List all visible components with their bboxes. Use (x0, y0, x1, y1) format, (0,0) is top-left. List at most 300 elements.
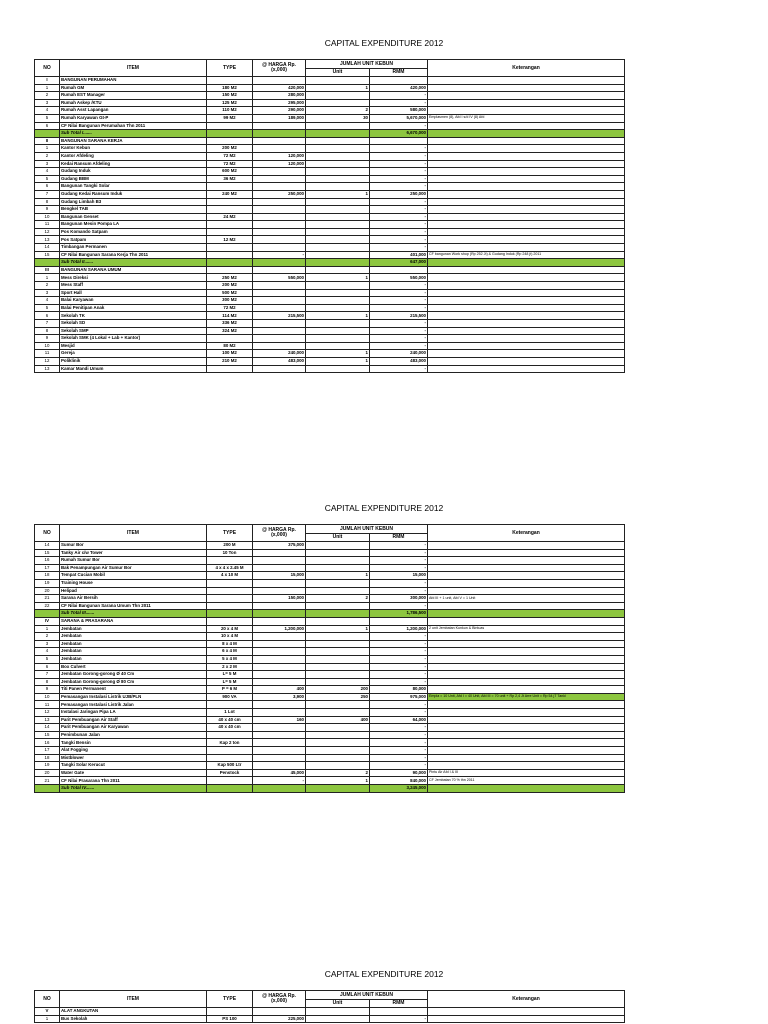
cell-ket (428, 633, 625, 641)
cell-rmm: 6,670,000 (370, 130, 428, 138)
table-row (35, 633, 625, 641)
table-row (35, 206, 625, 214)
cell-harga (253, 549, 306, 557)
cell-unit (306, 542, 370, 550)
cell-unit (306, 320, 370, 328)
cell-item: Rumah Karyawan Gt-P (60, 114, 207, 122)
cell-rmm: 647,000 (370, 259, 428, 267)
header-unit: Unit (306, 69, 370, 77)
cell-ket (428, 289, 625, 297)
cell-no: 13 (35, 716, 60, 724)
cell-item: Balai Penitipan Anak (60, 304, 207, 312)
cell-no: 4 (35, 648, 60, 656)
table-row (35, 84, 625, 92)
cell-item: SARANA & PRASARANA (60, 617, 207, 625)
subtotal-row (35, 259, 625, 267)
cell-unit: 1 (306, 312, 370, 320)
cell-item: CF Nilai Bangunan Sarana Kerja Thn 2011 (60, 251, 207, 259)
cell-ket (428, 190, 625, 198)
table-row (35, 152, 625, 160)
cell-item: Pemasangan Instalasi Listrik UJB/PLN (60, 693, 207, 701)
cell-type (207, 183, 253, 191)
cell-type (207, 557, 253, 565)
cell-item: Rumah Askep /KTU (60, 99, 207, 107)
cell-no (35, 610, 60, 618)
cell-no: 1 (35, 1015, 60, 1023)
cell-ket (428, 754, 625, 762)
header-jumlah: JUMLAH UNIT KEBUN (306, 525, 428, 534)
cell-unit (306, 610, 370, 618)
table-row (35, 769, 625, 777)
cell-unit (306, 549, 370, 557)
cell-unit (306, 335, 370, 343)
cell-ket (428, 160, 625, 168)
cell-unit (306, 739, 370, 747)
cell-ket (428, 175, 625, 183)
cell-rmm: - (370, 327, 428, 335)
cell-ket (428, 152, 625, 160)
cell-item: Jembatan (60, 640, 207, 648)
cell-unit (306, 130, 370, 138)
cell-type: 72 M2 (207, 304, 253, 312)
cell-harga: 160 (253, 716, 306, 724)
cell-item: Helipad (60, 587, 207, 595)
cell-ket (428, 312, 625, 320)
cell-type: 6 x 4 M (207, 648, 253, 656)
cell-rmm: - (370, 289, 428, 297)
page-title-3: CAPITAL EXPENDITURE 2012 (324, 969, 444, 979)
cell-type (207, 602, 253, 610)
cell-rmm: - (370, 747, 428, 755)
cell-ket (428, 747, 625, 755)
cell-unit (306, 221, 370, 229)
table-row (35, 557, 625, 565)
cell-unit: 200 (306, 686, 370, 694)
cell-type: 40 x 40 cm (207, 716, 253, 724)
header-no: NO (35, 525, 60, 542)
cell-harga: 550,000 (253, 274, 306, 282)
cell-harga (253, 633, 306, 641)
table-row (35, 297, 625, 305)
header-jumlah: JUMLAH UNIT KEBUN (306, 991, 428, 1000)
cell-type (207, 785, 253, 793)
cell-rmm: - (370, 213, 428, 221)
cell-no: 5 (35, 304, 60, 312)
cell-ket (428, 785, 625, 793)
cell-harga: 15,000 (253, 572, 306, 580)
cell-ket (428, 183, 625, 191)
cell-unit: 30 (306, 114, 370, 122)
cell-item: Rumah Sumur Bor (60, 557, 207, 565)
cell-harga (253, 617, 306, 625)
cell-ket (428, 716, 625, 724)
cell-harga: 189,000 (253, 114, 306, 122)
cell-unit (306, 640, 370, 648)
cell-rmm: - (370, 206, 428, 214)
cell-no: 8 (35, 198, 60, 206)
cell-no: 13 (35, 236, 60, 244)
table-row (35, 602, 625, 610)
cell-item: Gudang BBM (60, 175, 207, 183)
cell-type: 180 M2 (207, 84, 253, 92)
header-item: ITEM (60, 991, 207, 1008)
header-rmm: RMM (370, 69, 428, 77)
cell-item: CF Nilai Bangunan Sarana Umum Thn 2011 (60, 602, 207, 610)
cell-no: 15 (35, 549, 60, 557)
cell-rmm: - (370, 739, 428, 747)
section-header-row (35, 137, 625, 145)
cell-no: 10 (35, 213, 60, 221)
table-row (35, 648, 625, 656)
cell-type (207, 137, 253, 145)
cell-rmm: - (370, 557, 428, 565)
cell-no: 11 (35, 701, 60, 709)
header-harga-unit: (x,000) (271, 532, 287, 538)
cell-rmm: - (370, 122, 428, 130)
table-row (35, 327, 625, 335)
cell-no: 5 (35, 655, 60, 663)
cell-rmm: 1,786,500 (370, 610, 428, 618)
cell-harga (253, 610, 306, 618)
cell-type: 40 x 40 cm (207, 724, 253, 732)
cell-type (207, 130, 253, 138)
cell-type: 114 M2 (207, 312, 253, 320)
cell-no: 12 (35, 357, 60, 365)
table-row (35, 640, 625, 648)
cell-type: P = 6 M (207, 686, 253, 694)
cell-unit (306, 297, 370, 305)
cell-harga (253, 564, 306, 572)
cell-ket (428, 99, 625, 107)
cell-ket: CF bangunan Work shop (Rp 252 Jt) & Gudang Induk (Rp 248 jt) 2011 (428, 251, 625, 259)
table-row (35, 542, 625, 550)
table-row (35, 549, 625, 557)
cell-type: 72 M2 (207, 160, 253, 168)
cell-rmm: - (370, 99, 428, 107)
cell-type (207, 77, 253, 85)
cell-harga (253, 602, 306, 610)
cell-rmm: - (370, 297, 428, 305)
cell-no: 1 (35, 625, 60, 633)
cell-type (207, 198, 253, 206)
cell-unit (306, 564, 370, 572)
table-row (35, 190, 625, 198)
cell-rmm: - (370, 320, 428, 328)
cell-unit (306, 587, 370, 595)
header-harga-label: @ HARGA Rp. (262, 527, 296, 533)
cell-type: 24 M2 (207, 213, 253, 221)
cell-rmm: 401,000 (370, 251, 428, 259)
cell-item: Poliklinik (60, 357, 207, 365)
table-row (35, 198, 625, 206)
cell-rmm (370, 77, 428, 85)
cell-harga (253, 198, 306, 206)
cell-ket (428, 365, 625, 373)
cell-type: 10 x 4 M (207, 633, 253, 641)
header-jumlah: JUMLAH UNIT KEBUN (306, 60, 428, 69)
cell-no: 14 (35, 542, 60, 550)
cell-no: 8 (35, 678, 60, 686)
cell-ket (428, 206, 625, 214)
cell-harga (253, 282, 306, 290)
cell-rmm: - (370, 754, 428, 762)
cell-unit (306, 678, 370, 686)
cell-no: 2 (35, 92, 60, 100)
cell-rmm: - (370, 244, 428, 252)
cell-harga: 120,000 (253, 160, 306, 168)
cell-type: Kap 2 ton (207, 739, 253, 747)
cell-unit (306, 145, 370, 153)
section-header-row (35, 617, 625, 625)
cell-item: Balai Karyawan (60, 297, 207, 305)
cell-ket (428, 84, 625, 92)
table-row (35, 579, 625, 587)
table-row (35, 357, 625, 365)
cell-no: 16 (35, 739, 60, 747)
cell-no: 6 (35, 183, 60, 191)
cell-harga (253, 671, 306, 679)
cell-harga: 295,000 (253, 99, 306, 107)
cell-ket (428, 655, 625, 663)
cell-ket (428, 335, 625, 343)
cell-harga (253, 304, 306, 312)
table-row (35, 335, 625, 343)
cell-harga (253, 557, 306, 565)
cell-rmm: - (370, 168, 428, 176)
cell-harga: 225,000 (253, 1015, 306, 1023)
cell-rmm: - (370, 335, 428, 343)
cell-no: 1 (35, 84, 60, 92)
cell-harga (253, 213, 306, 221)
table-row (35, 228, 625, 236)
cell-type: 600 M2 (207, 168, 253, 176)
cell-ket (428, 686, 625, 694)
cell-harga: 375,000 (253, 542, 306, 550)
cell-no: III (35, 266, 60, 274)
cell-no (35, 130, 60, 138)
cell-item: Sekolah SMK (4 Lokal + Lab + Kantor) (60, 335, 207, 343)
cell-no: 9 (35, 335, 60, 343)
cell-rmm: - (370, 152, 428, 160)
cell-unit (306, 762, 370, 770)
cell-type: 80 M2 (207, 342, 253, 350)
cell-unit (306, 671, 370, 679)
cell-type: 336 M2 (207, 320, 253, 328)
cell-no: 21 (35, 595, 60, 603)
cell-no: 4 (35, 297, 60, 305)
cell-harga (253, 709, 306, 717)
cell-ket (428, 145, 625, 153)
cell-no: 16 (35, 557, 60, 565)
cell-type (207, 1008, 253, 1016)
cell-no: 5 (35, 114, 60, 122)
cell-ket (428, 549, 625, 557)
section-header-row (35, 266, 625, 274)
cell-no: 22 (35, 602, 60, 610)
table-row (35, 320, 625, 328)
cell-harga (253, 579, 306, 587)
cell-rmm: - (370, 633, 428, 641)
header-harga (253, 60, 306, 77)
cell-rmm: - (370, 160, 428, 168)
cell-rmm: 240,000 (370, 350, 428, 358)
cell-ket (428, 357, 625, 365)
cell-rmm: - (370, 228, 428, 236)
table-row (35, 739, 625, 747)
cell-harga: 280,000 (253, 92, 306, 100)
cell-rmm: - (370, 236, 428, 244)
cell-type: 110 M2 (207, 107, 253, 115)
cell-no: 7 (35, 320, 60, 328)
header-unit: Unit (306, 534, 370, 542)
cell-ket (428, 350, 625, 358)
subtotal-row (35, 130, 625, 138)
cell-unit (306, 663, 370, 671)
cell-type (207, 747, 253, 755)
cell-unit (306, 282, 370, 290)
cell-ket (428, 648, 625, 656)
cell-item: Tempat Cucian Mobil (60, 572, 207, 580)
cell-harga (253, 236, 306, 244)
cell-ket (428, 137, 625, 145)
cell-item: Rumah Asst Lapangan (60, 107, 207, 115)
cell-ket (428, 640, 625, 648)
cell-type: 240 M2 (207, 190, 253, 198)
cell-harga (253, 335, 306, 343)
cell-harga (253, 663, 306, 671)
cell-item: Bak Penampungan Air Sumur Bor (60, 564, 207, 572)
cell-ket (428, 678, 625, 686)
cell-rmm: 250,000 (370, 190, 428, 198)
cell-item: Rumah EST Manager (60, 92, 207, 100)
cell-item: Titi Panen Permanent (60, 686, 207, 694)
cell-unit (306, 1008, 370, 1016)
header-keterangan: Keterangan (428, 525, 625, 542)
cell-ket (428, 221, 625, 229)
cell-ket (428, 617, 625, 625)
cell-item: BANGUNAN SARANA UMUM (60, 266, 207, 274)
cell-item: Jembatan Gorong-gorong Ø 80 Cm (60, 678, 207, 686)
cell-type: 12 M2 (207, 236, 253, 244)
table-row (35, 678, 625, 686)
cell-harga (253, 739, 306, 747)
cell-unit (306, 251, 370, 259)
header-harga-unit: (x,000) (271, 67, 287, 73)
cell-harga (253, 762, 306, 770)
cell-item: Mess Direksi (60, 274, 207, 282)
cell-unit: 1 (306, 190, 370, 198)
cell-type (207, 122, 253, 130)
cell-type: 150 M2 (207, 92, 253, 100)
cell-item: Box Culvert (60, 663, 207, 671)
cell-rmm: - (370, 663, 428, 671)
table-row (35, 107, 625, 115)
cell-rmm: - (370, 542, 428, 550)
cell-rmm: - (370, 587, 428, 595)
subtotal-row (35, 785, 625, 793)
cell-no: 17 (35, 564, 60, 572)
cell-harga (253, 122, 306, 130)
cell-ket (428, 198, 625, 206)
cell-ket (428, 342, 625, 350)
cell-harga (253, 244, 306, 252)
cell-type: 72 M2 (207, 152, 253, 160)
cell-unit: 400 (306, 716, 370, 724)
cell-unit (306, 365, 370, 373)
cell-type (207, 365, 253, 373)
cell-type (207, 251, 253, 259)
cell-item: Sub Total II....... (60, 259, 207, 267)
table-row (35, 701, 625, 709)
capex-table-2 (34, 524, 625, 793)
cell-unit (306, 602, 370, 610)
cell-ket (428, 282, 625, 290)
cell-item: Kamar Mandi Umum (60, 365, 207, 373)
table-row (35, 625, 625, 633)
cell-type (207, 777, 253, 785)
cell-harga (253, 221, 306, 229)
cell-unit: 2 (306, 107, 370, 115)
table-row (35, 236, 625, 244)
header-keterangan: Keterangan (428, 60, 625, 77)
table-row (35, 754, 625, 762)
cell-type: 99 M2 (207, 114, 253, 122)
cell-ket (428, 572, 625, 580)
cell-harga: - (253, 251, 306, 259)
subtotal-row (35, 610, 625, 618)
cell-ket (428, 122, 625, 130)
cell-no: 3 (35, 640, 60, 648)
cell-rmm: - (370, 342, 428, 350)
table-row (35, 1015, 625, 1023)
cell-harga: 420,000 (253, 84, 306, 92)
cell-no: 20 (35, 769, 60, 777)
cell-no: 4 (35, 107, 60, 115)
cell-rmm: 80,000 (370, 686, 428, 694)
cell-item: Mistblower (60, 754, 207, 762)
cell-item: Bangunan Mesin Pompa LA (60, 221, 207, 229)
cell-no: 4 (35, 168, 60, 176)
cell-ket: CF Jembatan 70 % thn 2011 (428, 777, 625, 785)
cell-rmm: 5,670,000 (370, 114, 428, 122)
cell-item: Instalasi Jaringan Pipa LA (60, 709, 207, 717)
cell-rmm: - (370, 175, 428, 183)
table-row (35, 122, 625, 130)
cell-unit (306, 648, 370, 656)
cell-rmm: 64,000 (370, 716, 428, 724)
cell-no: 6 (35, 663, 60, 671)
table-row (35, 663, 625, 671)
cell-item: Jembatan (60, 648, 207, 656)
cell-ket (428, 587, 625, 595)
cell-harga (253, 168, 306, 176)
cell-ket (428, 130, 625, 138)
cell-type (207, 221, 253, 229)
cell-ket (428, 1015, 625, 1023)
cell-unit (306, 175, 370, 183)
cell-ket (428, 320, 625, 328)
cell-harga: 240,000 (253, 350, 306, 358)
capex-table-3 (34, 990, 625, 1023)
cell-type: 324 M2 (207, 327, 253, 335)
cell-no: V (35, 1008, 60, 1016)
cell-item: Bangunan Tangki Solar (60, 183, 207, 191)
cell-unit (306, 122, 370, 130)
cell-harga (253, 1008, 306, 1016)
cell-no: 2 (35, 282, 60, 290)
cell-unit: 1 (306, 357, 370, 365)
cell-unit (306, 785, 370, 793)
